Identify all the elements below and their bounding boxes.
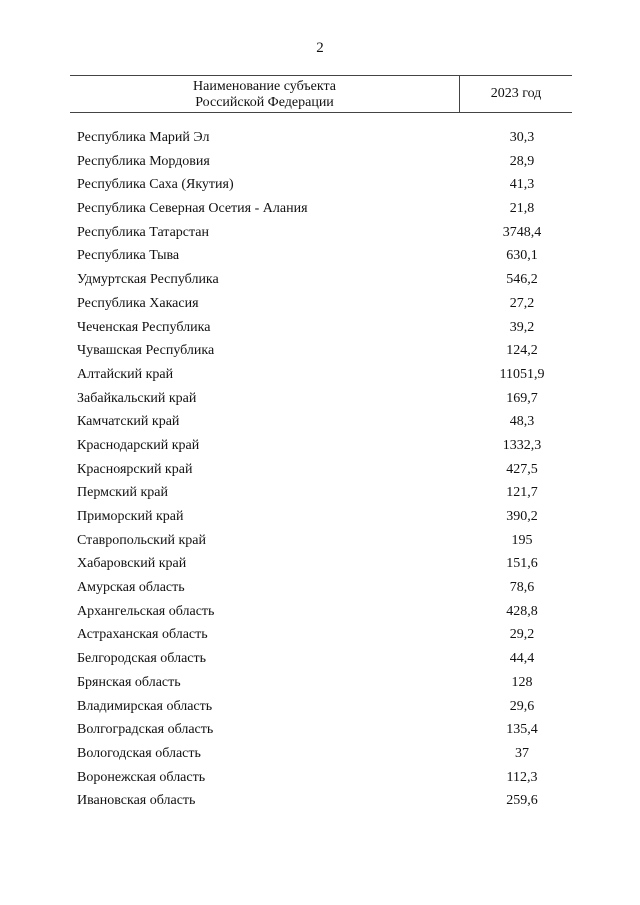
region-value: 44,4 <box>509 651 535 667</box>
region-name: Владимирская область <box>77 698 213 714</box>
region-value: 48,3 <box>509 414 535 430</box>
region-name: Республика Саха (Якутия) <box>77 177 234 193</box>
region-value: 39,2 <box>509 319 535 335</box>
table-row <box>77 340 577 364</box>
region-value: 30,3 <box>509 130 535 145</box>
column-header-region-name <box>70 76 459 112</box>
region-value: 29,6 <box>509 698 535 714</box>
column-header-year: 2023 год <box>490 86 542 101</box>
table-row <box>77 388 577 412</box>
table-row <box>77 672 577 696</box>
table-row <box>77 719 577 743</box>
region-name: Республика Тыва <box>77 248 180 264</box>
page-number: 2 <box>316 40 324 56</box>
region-value: 428,8 <box>506 603 538 619</box>
region-name: Чеченская Республика <box>77 319 211 335</box>
table-body <box>77 127 577 814</box>
region-value: 21,8 <box>509 201 535 217</box>
table-row <box>77 530 577 554</box>
table-row <box>77 601 577 625</box>
region-value: 390,2 <box>506 509 538 524</box>
region-name: Ивановская область <box>77 793 196 809</box>
region-value: 546,2 <box>506 272 538 288</box>
table-row <box>77 245 577 269</box>
table-header <box>70 75 572 113</box>
table-row <box>77 577 577 601</box>
region-value: 1332,3 <box>502 437 542 453</box>
region-value: 28,9 <box>509 153 535 169</box>
table-row <box>77 151 577 175</box>
table-row <box>77 459 577 483</box>
region-name: Вологодская область <box>77 745 201 761</box>
region-name: Удмуртская Республика <box>77 272 219 288</box>
region-name: Волгоградская область <box>77 722 214 738</box>
region-value: 169,7 <box>506 390 538 406</box>
region-value: 630,1 <box>506 248 538 264</box>
region-name: Забайкальский край <box>77 390 197 406</box>
table-row <box>77 790 577 814</box>
region-value: 27,2 <box>509 295 535 311</box>
region-value: 3748,4 <box>502 224 542 240</box>
region-name: Амурская область <box>77 580 185 596</box>
region-name: Камчатский край <box>77 414 180 430</box>
region-name: Воронежская область <box>77 769 206 785</box>
region-name: Краснодарский край <box>77 437 200 453</box>
region-value: 37 <box>515 745 529 761</box>
region-name: Красноярский край <box>77 461 193 477</box>
region-value: 11051,9 <box>499 366 545 382</box>
region-value: 128 <box>511 674 533 690</box>
region-value: 41,3 <box>509 177 535 193</box>
region-name: Республика Татарстан <box>77 224 210 240</box>
table-row <box>77 411 577 435</box>
region-name: Ставропольский край <box>77 532 206 548</box>
table-row <box>77 743 577 767</box>
table-row <box>77 198 577 222</box>
region-name: Республика Марий Эл <box>77 130 210 145</box>
region-name: Хабаровский край <box>77 556 187 572</box>
table-row <box>77 624 577 648</box>
region-name: Республика Мордовия <box>77 153 210 169</box>
region-name: Приморский край <box>77 509 184 524</box>
region-value: 78,6 <box>509 580 535 596</box>
region-value: 124,2 <box>506 343 538 359</box>
region-value: 121,7 <box>506 485 538 501</box>
column-header-region-name-line1: Наименование субъекта <box>193 79 336 94</box>
region-name: Астраханская область <box>77 627 208 643</box>
table-row <box>77 364 577 388</box>
table-row <box>77 127 577 151</box>
region-value: 151,6 <box>506 556 538 572</box>
table-row <box>77 293 577 317</box>
table-row <box>77 553 577 577</box>
table-row <box>77 696 577 720</box>
table-row <box>77 482 577 506</box>
region-value: 135,4 <box>506 722 538 738</box>
region-name: Республика Хакасия <box>77 295 199 311</box>
table-row <box>77 174 577 198</box>
table-row <box>77 767 577 791</box>
table-row <box>77 317 577 341</box>
region-value: 29,2 <box>509 627 535 643</box>
region-name: Архангельская область <box>77 603 215 619</box>
table-row <box>77 435 577 459</box>
region-value: 427,5 <box>506 461 538 477</box>
table-row <box>77 648 577 672</box>
region-name: Пермский край <box>77 485 168 501</box>
region-name: Белгородская область <box>77 651 207 667</box>
table-row <box>77 222 577 246</box>
region-name: Брянская область <box>77 674 181 690</box>
region-name: Республика Северная Осетия - Алания <box>77 201 308 217</box>
table-row <box>77 269 577 293</box>
region-name: Алтайский край <box>77 366 174 382</box>
region-value: 112,3 <box>506 769 538 785</box>
region-name: Чувашская Республика <box>77 343 215 359</box>
region-value: 195 <box>511 532 533 548</box>
region-value: 259,6 <box>506 793 538 809</box>
table-row <box>77 506 577 530</box>
column-header-region-name-line2: Российской Федерации <box>195 95 334 110</box>
